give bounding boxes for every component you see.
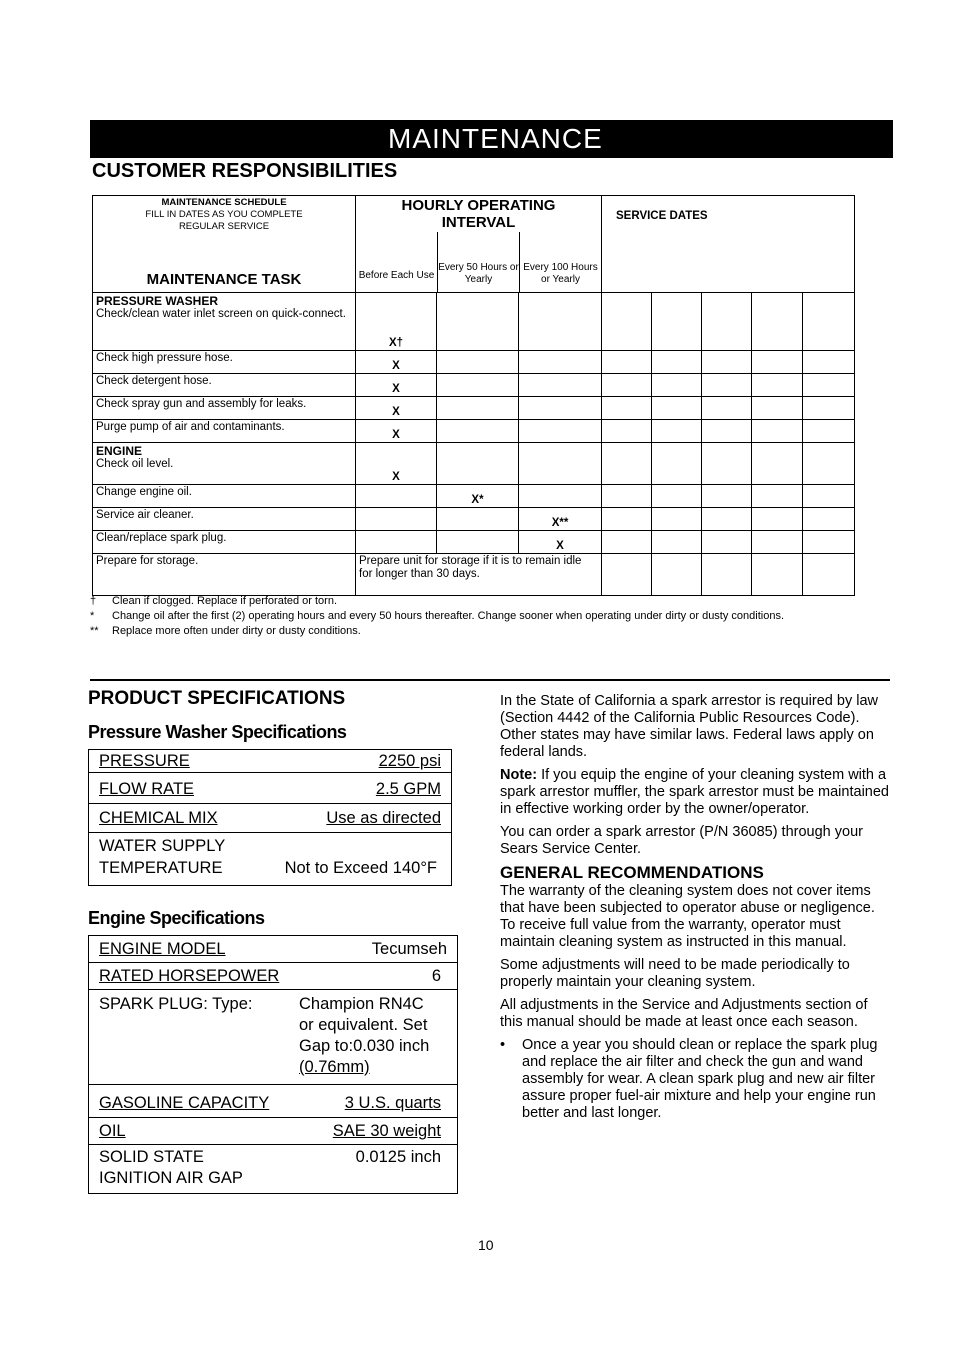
- service-date-cell: [602, 293, 652, 351]
- spec-value: Champion RN4C: [299, 995, 424, 1013]
- service-date-cell: [752, 293, 803, 351]
- table-row: [93, 443, 356, 485]
- spec-row: [89, 990, 457, 1085]
- schedule-subtitle: REGULAR SERVICE: [178, 221, 270, 232]
- spec-label: ENGINE MODEL: [99, 940, 226, 958]
- spec-value: Gap to:0.030 inch: [299, 1037, 430, 1055]
- spec-label: GASOLINE CAPACITY: [99, 1094, 270, 1112]
- pressure-washer-section: PRESSURE WASHER: [96, 294, 219, 308]
- mark-cell: X†: [356, 293, 437, 351]
- table-row: Check detergent hose.: [93, 374, 356, 397]
- spec-row: [89, 1118, 457, 1145]
- mark-cell: X: [356, 420, 437, 443]
- spec-label: SPARK PLUG: Type:: [99, 995, 253, 1013]
- interval-before-each-use: Before Each Use: [358, 270, 435, 281]
- hourly-title: HOURLY OPERATING: [401, 197, 556, 214]
- paragraph: You can order a spark arrestor (P/N 36085) through your Sears Service Center.: [500, 824, 863, 857]
- service-date-cell: [652, 293, 702, 351]
- spark-plug-value: [299, 994, 449, 1078]
- table-row: [93, 293, 356, 351]
- paragraph: All adjustments in the Service and Adjustments section of this manual should be made at least once each season.: [500, 997, 868, 1030]
- spec-label: TEMPERATURE: [99, 859, 223, 877]
- task-text: Check oil level.: [96, 458, 174, 470]
- table-row: Check high pressure hose.: [93, 351, 356, 374]
- spec-label: OIL: [99, 1122, 126, 1140]
- pressure-washer-spec-box: [88, 749, 452, 886]
- spec-label: WATER SUPPLY: [99, 837, 226, 855]
- paragraph: [500, 767, 892, 818]
- spec-value: 2250 psi: [378, 752, 441, 770]
- note-label: Note:: [500, 767, 538, 783]
- general-recommendations-heading: GENERAL RECOMMENDATIONS: [500, 863, 764, 882]
- schedule-header-task: [93, 196, 356, 293]
- spec-label: RATED HORSEPOWER: [99, 967, 280, 985]
- table-row: Purge pump of air and contaminants.: [93, 420, 356, 443]
- interval-every-50: Every 50 Hours or Yearly: [437, 232, 520, 292]
- service-date-cell: [803, 293, 855, 351]
- footnote-text: Change oil after the first (2) operating hours and every 50 hours thereafter. Change sooner when operating under dirty or dusty conditions.: [112, 610, 785, 622]
- spec-row: [89, 773, 451, 804]
- table-row: Change engine oil.: [93, 485, 356, 508]
- spec-row: [89, 963, 457, 990]
- mark-cell: X: [356, 443, 437, 485]
- footnotes: [90, 594, 860, 639]
- spec-value: 6: [431, 967, 441, 985]
- paragraph: The warranty of the cleaning system does not cover items that have been subjected to operator abuse or negligence. To receive full value from the warranty, operator must maintain cleaning system as instructed in this manual.: [500, 883, 875, 950]
- maintenance-task-header: MAINTENANCE TASK: [146, 271, 302, 288]
- note-text: If you equip the engine of your cleaning system with a spark arrestor muffler, the spark arrestor must be maintained in effective working order by the owner/operator.: [500, 767, 889, 817]
- spec-label: IGNITION AIR GAP: [99, 1169, 243, 1187]
- mark-cell: X**: [519, 508, 602, 531]
- hourly-title: INTERVAL: [441, 214, 516, 231]
- paragraph: In the State of California a spark arrestor is required by law (Section 4442 of the California Public Resources Code). Other states may have similar laws. Federal laws apply on federal lands.: [500, 693, 878, 760]
- product-specifications-heading: PRODUCT SPECIFICATIONS: [88, 688, 346, 709]
- spec-label: PRESSURE: [99, 752, 190, 770]
- table-row: Check spray gun and assembly for leaks.: [93, 397, 356, 420]
- mark-cell: X*: [437, 485, 519, 508]
- mark-cell: X: [356, 351, 437, 374]
- spec-value: 3 U.S. quarts: [344, 1094, 441, 1112]
- mark-cell: X: [519, 531, 602, 554]
- spec-row: [89, 1145, 457, 1193]
- footnote-text: Replace more often under dirty or dusty conditions.: [112, 625, 361, 637]
- divider: [90, 679, 890, 681]
- list-item: [500, 1037, 892, 1122]
- footnote-symbol: *: [90, 610, 95, 622]
- service-dates-header: SERVICE DATES: [602, 196, 855, 293]
- table-row: Clean/replace spark plug.: [93, 531, 356, 554]
- spec-label: SOLID STATE: [99, 1148, 204, 1166]
- bullet-marker: •: [500, 1037, 506, 1053]
- storage-note: Prepare unit for storage if it is to remain idle for longer than 30 days.: [356, 554, 602, 596]
- mark-cell: X: [356, 374, 437, 397]
- spec-value: 2.5 GPM: [375, 780, 441, 798]
- spec-value: Use as directed: [326, 809, 441, 827]
- table-row: Service air cleaner.: [93, 508, 356, 531]
- task-text: Check/clean water inlet screen on quick-connect.: [96, 308, 346, 320]
- spec-value: (0.76mm): [299, 1058, 370, 1076]
- maintenance-schedule-table: [92, 195, 855, 596]
- footnote-text: Clean if clogged. Replace if perforated or torn.: [112, 595, 338, 607]
- spec-value: Not to Exceed 140°F: [284, 859, 437, 877]
- pressure-washer-specs-heading: Pressure Washer Specifications: [88, 722, 347, 742]
- spec-row: [89, 750, 451, 773]
- hourly-interval-header: [356, 196, 602, 293]
- interval-every-100: Every 100 Hours or Yearly: [523, 262, 598, 285]
- spec-label: CHEMICAL MIX: [99, 809, 218, 827]
- spec-row: [89, 804, 451, 833]
- spec-value: or equivalent. Set: [299, 1016, 428, 1034]
- mark-cell: X: [356, 397, 437, 420]
- section-banner: MAINTENANCE: [90, 120, 893, 158]
- schedule-title: MAINTENANCE SCHEDULE: [161, 197, 287, 208]
- spec-value: 0.0125 inch: [355, 1148, 441, 1166]
- spec-row: [89, 1085, 457, 1118]
- engine-spec-box: [88, 935, 458, 1194]
- spec-row: [89, 936, 457, 963]
- paragraph: Some adjustments will need to be made periodically to properly maintain your cleaning system.: [500, 957, 850, 990]
- engine-section: ENGINE: [96, 444, 143, 458]
- schedule-subtitle: FILL IN DATES AS YOU COMPLETE: [145, 209, 303, 220]
- service-date-cell: [702, 293, 752, 351]
- bullet-text: Once a year you should clean or replace the spark plug and replace the air filter and check the gun and wand assembly for wear. A clean spark plug and new air filter assure proper fuel-air mixture and help your engine run better and last longer.: [522, 1037, 878, 1121]
- table-row: Prepare for storage.: [93, 554, 356, 596]
- right-column: [500, 693, 892, 1122]
- product-specifications: [88, 688, 458, 1194]
- page-number: 10: [478, 1237, 494, 1253]
- footnote-symbol: **: [90, 625, 99, 637]
- spec-value: SAE 30 weight: [332, 1122, 441, 1140]
- engine-specs-heading: Engine Specifications: [88, 908, 265, 928]
- spec-row: [89, 833, 451, 885]
- footnote-symbol: †: [90, 595, 97, 607]
- spec-value: Tecumseh: [371, 940, 447, 958]
- spec-label: FLOW RATE: [99, 780, 195, 798]
- customer-responsibilities-heading: CUSTOMER RESPONSIBILITIES: [92, 160, 398, 182]
